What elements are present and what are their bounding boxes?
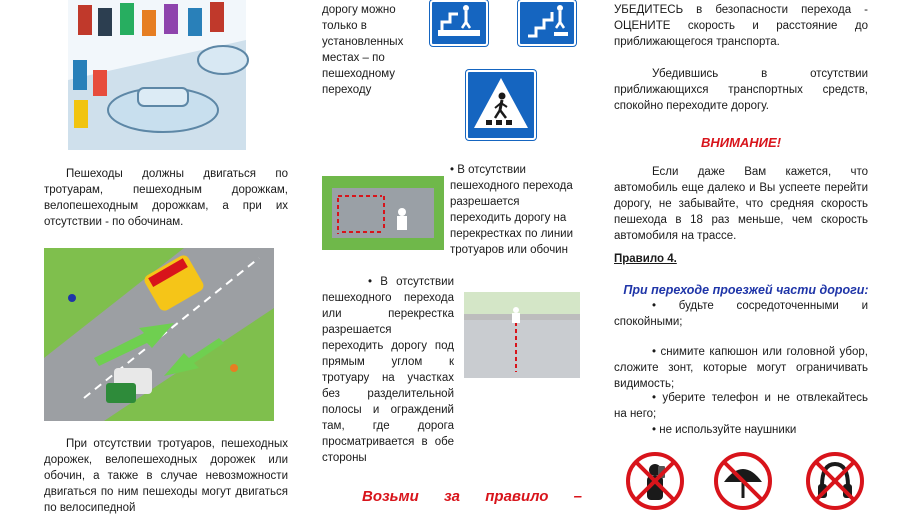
rule-item-calm: • будьте сосредоточенными и спокойными; — [614, 300, 868, 328]
winter-street-illustration — [68, 0, 246, 150]
no-phone-icon — [626, 452, 684, 510]
slogan-text: Возьми за правило – — [362, 488, 582, 505]
no-headphones-icon — [806, 452, 864, 510]
rule-item-hood: • снимите капюшон или головной убор, сложите зонт, которые могут ограничивать видимость; — [614, 346, 868, 390]
crossing-intro-text: дорогу можно только в установленных местах – по пешеходному переходу — [322, 4, 404, 96]
perpendicular-rule-text: • В отсутствии пешеходного перехода или перекрестка разрешается переходить дорогу под прямым углом к тротуару на участках без разделительной полосы и ограждений там, где дорога просматривается в обе стороны — [322, 276, 454, 464]
crossing-subheading: При переходе проезжей части дороги: — [623, 283, 869, 297]
rule-item-headphones: • не используйте наушники — [652, 424, 797, 436]
calm-crossing-text: Убедившись в отсутствии приближающихся транспортных средств, спокойно переходите дорогу. — [614, 68, 868, 112]
perpendicular-crossing-diagram — [464, 292, 580, 378]
intersection-crossing-diagram — [322, 176, 444, 250]
underpass-sign-icon — [430, 0, 488, 46]
sidewalk-rule-text: Пешеходы должны двигаться по тротуарам, пешеходным дорожкам, велопешеходным дорожкам, а при их отсутствии - по обочинам. — [44, 168, 288, 228]
road-bus-car-illustration — [44, 248, 274, 421]
intersection-rule-text: • В отсутствии пешеходного перехода разрешается переходить дорогу на перекрестках по линии тротуаров или обочин — [450, 164, 574, 256]
no-sidewalk-rule-text: При отсутствии тротуаров, пешеходных дорожек, велопешеходных дорожек или обочин, а также в случае невозможности двигаться по ним пешеходы могут двигаться по велосипедной — [44, 438, 288, 514]
attention-heading: ВНИМАНИЕ! — [700, 135, 782, 150]
rule-item-phone: • уберите телефон и не отвлекайтесь на него; — [614, 392, 868, 420]
safety-check-text: УБЕДИТЕСЬ в безопасности перехода - ОЦЕНИТЕ скорость и расстояние до приближающегося транспорта. — [614, 4, 868, 48]
overpass-sign-icon — [518, 0, 576, 46]
rule-4-title: Правило 4. — [614, 253, 677, 265]
speed-warning-text: Если даже Вам кажется, что автомобиль еще далеко и Вы успеете перейти дорогу, не забывайте, что средняя скорость пешехода в 18 раз меньше, чем скорость автомобиля на трассе. — [614, 166, 868, 242]
crosswalk-sign-icon — [466, 70, 536, 140]
no-umbrella-icon — [714, 452, 772, 510]
